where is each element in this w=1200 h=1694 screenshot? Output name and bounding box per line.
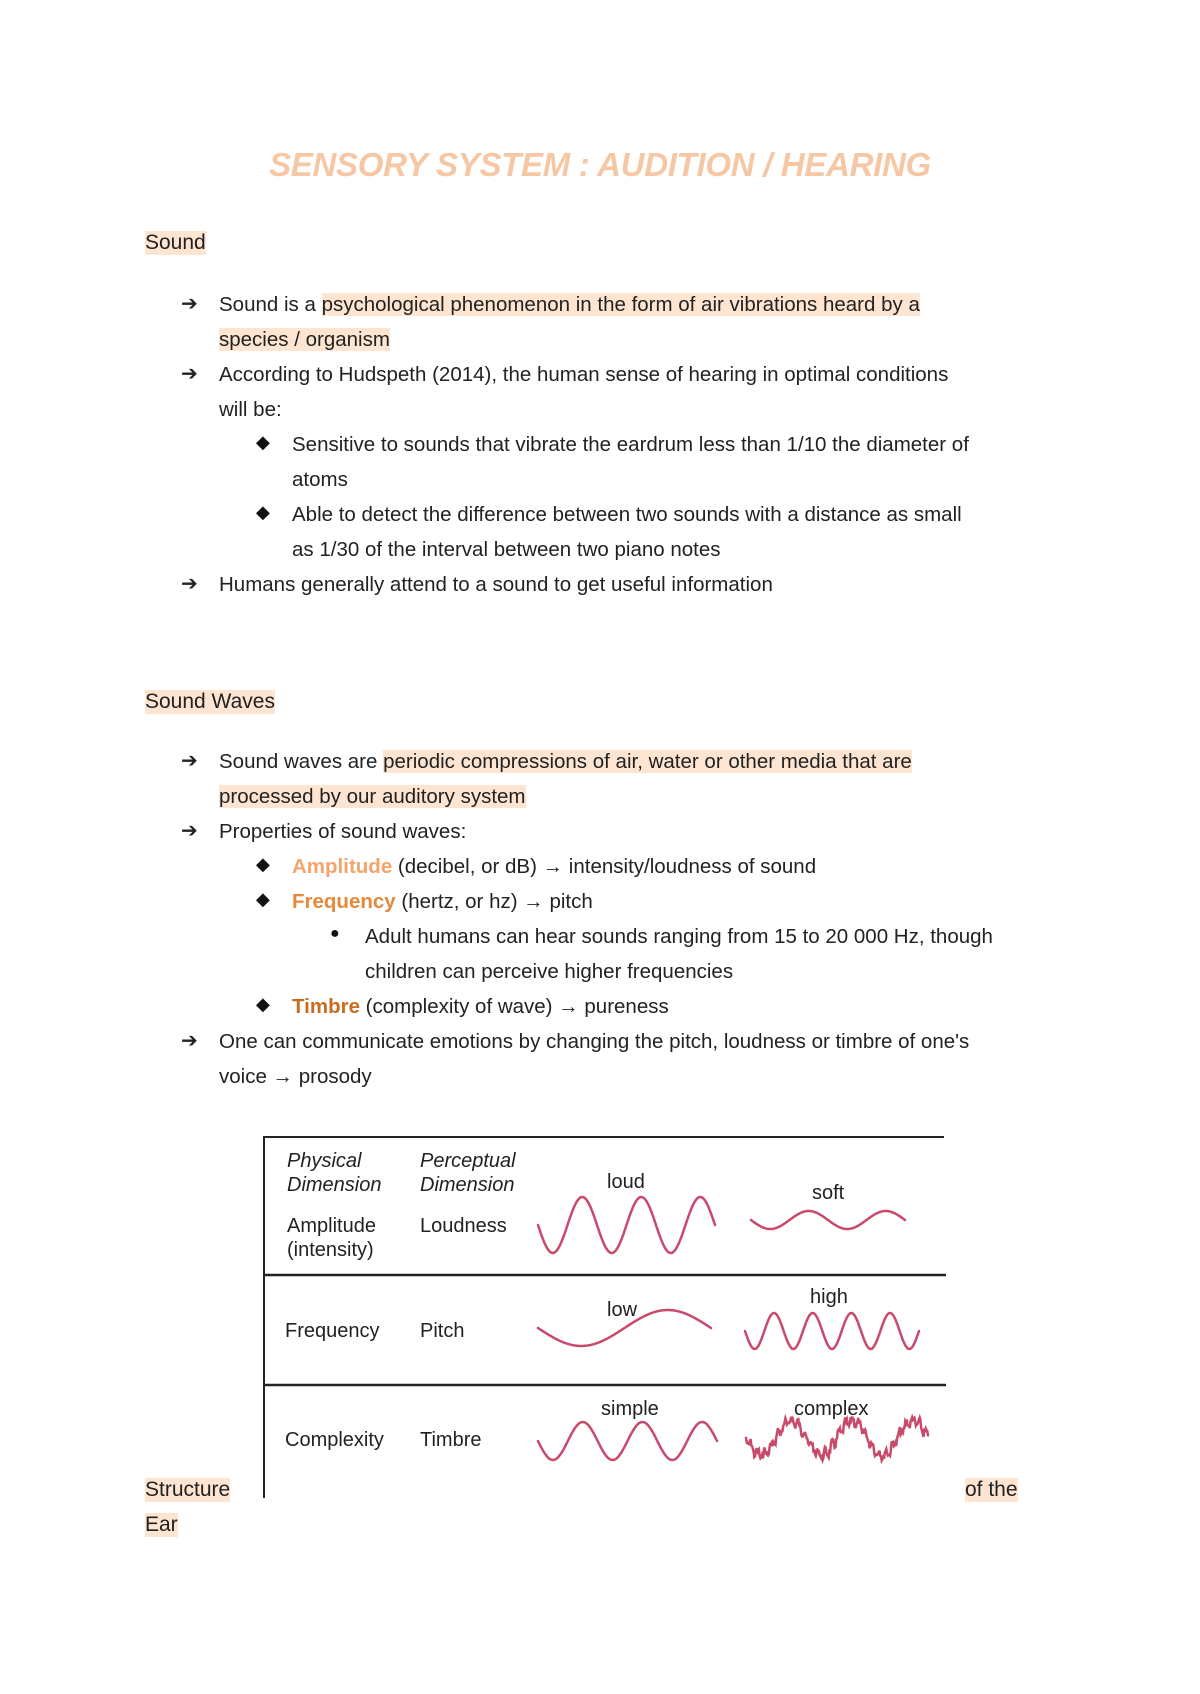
waves-bullet-1-line-1: Sound waves are periodic compressions of air, water or other media that are [219, 750, 912, 773]
sound-properties-figure [263, 1136, 944, 1498]
diamond-bullet-icon: ◆ [256, 994, 270, 1014]
sound-bullet-2-line-1: According to Hudspeth (2014), the human sense of hearing in optimal conditions [219, 363, 949, 386]
arrow-bullet-icon: ➔ [181, 820, 198, 842]
sound-sub-2-line-1: Able to detect the difference between two sounds with a distance as small [292, 503, 962, 526]
section-heading-structure-part-1: Structure [145, 1478, 231, 1501]
diamond-bullet-icon: ◆ [256, 889, 270, 909]
row2-label-low: low [607, 1299, 638, 1321]
section-heading-structure-part-3: Ear [145, 1513, 178, 1536]
waves-frequency-item: Frequency (hertz, or hz) → pitch [292, 890, 593, 913]
diamond-bullet-icon: ◆ [256, 502, 270, 522]
sound-sub-1-line-1: Sensitive to sounds that vibrate the eardrum less than 1/10 the diameter of [292, 433, 969, 456]
waves-timbre-item: Timbre (complexity of wave) → pureness [292, 995, 669, 1018]
col-header-physical-2: Dimension [287, 1174, 382, 1196]
row1-label-loud: loud [607, 1171, 645, 1193]
sound-bullet-1-line-2: species / organism [219, 328, 390, 351]
waves-bullet-3-line-1: One can communicate emotions by changing the pitch, loudness or timbre of one's [219, 1030, 970, 1053]
waves-bullet-1-line-2: processed by our auditory system [219, 785, 526, 808]
col-header-perceptual-1: Perceptual [420, 1150, 516, 1172]
section-heading-sound-waves: Sound Waves [145, 690, 275, 713]
row1-label-soft: soft [812, 1182, 845, 1204]
diamond-bullet-icon: ◆ [256, 432, 270, 452]
sound-bullet-3: Humans generally attend to a sound to get useful information [219, 573, 773, 596]
diamond-bullet-icon: ◆ [256, 854, 270, 874]
sound-sub-1-line-2: atoms [292, 468, 348, 491]
arrow-bullet-icon: ➔ [181, 363, 198, 385]
row3-label-complex: complex [794, 1398, 869, 1420]
sound-bullet-2-line-2: will be: [219, 398, 282, 421]
dot-bullet-icon: ● [330, 925, 340, 942]
row2-physical: Frequency [285, 1320, 380, 1342]
arrow-bullet-icon: ➔ [181, 573, 198, 595]
row3-label-simple: simple [601, 1398, 659, 1420]
row1-physical-1: Amplitude [287, 1215, 376, 1237]
row2-perceptual: Pitch [420, 1320, 465, 1342]
col-header-physical-1: Physical [287, 1150, 362, 1172]
waves-bullet-3-line-2: voice → prosody [219, 1065, 372, 1088]
section-heading-structure-part-2: of the [965, 1478, 1018, 1501]
row1-perceptual: Loudness [420, 1215, 507, 1237]
sound-sub-2-line-2: as 1/30 of the interval between two piano notes [292, 538, 721, 561]
waves-frequency-sub-line-2: children can perceive higher frequencies [365, 960, 734, 983]
row2-label-high: high [810, 1286, 848, 1308]
arrow-bullet-icon: ➔ [181, 293, 198, 315]
page-title: SENSORY SYSTEM : AUDITION / HEARING [269, 146, 931, 183]
sound-bullet-1-line-1: Sound is a psychological phenomenon in the form of air vibrations heard by a [219, 293, 920, 316]
row3-physical: Complexity [285, 1429, 384, 1451]
waves-amplitude-item: Amplitude (decibel, or dB) → intensity/loudness of sound [292, 855, 817, 878]
row1-physical-2: (intensity) [287, 1239, 374, 1261]
arrow-bullet-icon: ➔ [181, 750, 198, 772]
waves-frequency-sub-line-1: Adult humans can hear sounds ranging from 15 to 20 000 Hz, though [365, 925, 993, 948]
waves-bullet-2: Properties of sound waves: [219, 820, 467, 843]
arrow-bullet-icon: ➔ [181, 1030, 198, 1052]
figure-svg [265, 1138, 946, 1500]
section-heading-sound: Sound [145, 231, 206, 254]
row3-perceptual: Timbre [420, 1429, 482, 1451]
col-header-perceptual-2: Dimension [420, 1174, 515, 1196]
